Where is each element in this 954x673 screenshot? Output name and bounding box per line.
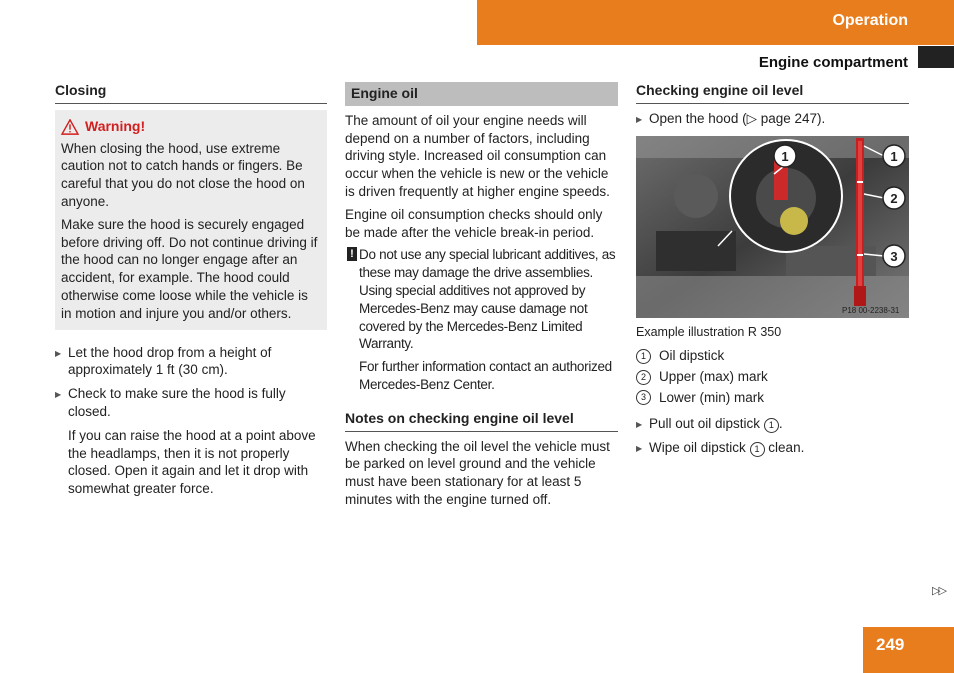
callout-1 <box>883 145 905 167</box>
legend-label: Upper (max) mark <box>659 369 768 385</box>
callout-2 <box>883 187 905 209</box>
page-number: 249 <box>876 635 905 654</box>
image-caption: Example illustration R 350 <box>636 324 782 339</box>
column-engine-oil <box>345 82 618 514</box>
subsection-title: Engine compartment <box>758 54 908 71</box>
warning-text-2: Make sure the hood is securely engaged before driving off. Do not continue driving if the hood can no longer engage after an accident, for example. The hood could otherwise come loose while the vehicle is in motion and injure you and/or others. <box>61 216 318 321</box>
legend-item <box>636 389 909 407</box>
step-check-closed: ▶ Check to make sure the hood is fully closed. <box>55 385 327 421</box>
step-wipe-dipstick <box>636 439 909 457</box>
image-code: P18 00-2238-31 <box>842 305 900 315</box>
column-closing <box>55 82 327 504</box>
warning-text-1: When closing the hood, use extreme caution not to catch hands or fingers. Be careful that you do not close the hood on anyone. <box>61 140 305 209</box>
thumb-tab <box>918 46 954 68</box>
step-pull-text: Pull out oil dipstick <box>649 415 761 431</box>
warning-box <box>55 110 327 330</box>
step-pull-dipstick <box>636 415 909 433</box>
callout-3 <box>883 245 905 267</box>
legend-number: 1 <box>636 349 651 364</box>
notice-block <box>345 246 618 393</box>
callout-1-magnified <box>774 145 796 167</box>
legend-label: Lower (min) mark <box>659 389 765 405</box>
step-wipe-end: clean. <box>764 439 805 455</box>
section-title: Operation <box>832 12 908 29</box>
step-pull-end: . <box>778 415 783 431</box>
step-drop-hood: ▶ Let the hood drop from a height of approximately 1 ft (30 cm). <box>55 344 327 380</box>
dipstick-ref-number: 1 <box>764 418 779 433</box>
engine-illustration <box>636 136 909 318</box>
step-open-hood: ▶ Open the hood (▷ page 247). <box>636 110 909 128</box>
legend-item <box>636 347 909 365</box>
closing-heading: Closing <box>55 82 327 104</box>
warning-title: Warning! <box>85 117 146 134</box>
legend-item <box>636 368 909 386</box>
engine-oil-text-2: Engine oil consumption checks should only be made after the vehicle break-in period. <box>345 206 603 240</box>
svg-text:1: 1 <box>781 148 789 164</box>
continue-marker-icon: ▷▷ <box>932 585 945 597</box>
warning-triangle-icon <box>61 119 79 135</box>
engine-photo <box>636 136 909 318</box>
exclamation-icon: ! <box>347 247 357 261</box>
notes-heading: Notes on checking engine oil level <box>345 410 618 432</box>
svg-text:1: 1 <box>890 148 898 164</box>
step-wipe-text: Wipe oil dipstick <box>649 439 746 455</box>
step-check-note: If you can raise the hood at a point above the headlamps, then it is not properly closed. Open it again and let it drop with somewhat greater force. <box>68 427 316 497</box>
engine-oil-heading: Engine oil <box>345 82 618 106</box>
legend-number: 2 <box>636 370 651 385</box>
notes-text: When checking the oil level the vehicle must be parked on level ground and the vehicle must have been stationary for at least 5 minutes with the engine turned off. <box>345 438 610 507</box>
engine-oil-text-1: The amount of oil your engine needs will depend on a number of factors, including driving style. Increased oil consumption can occur when the vehicle is new or the vehicle is driven frequently at higher engine speeds. <box>345 112 610 199</box>
column-checking-oil <box>636 82 909 463</box>
legend-number: 3 <box>636 390 651 405</box>
notice-text-2: For further information contact an authorized Mercedes-Benz Center. <box>359 359 612 392</box>
notice-text-1: Do not use any special lubricant additives, as these may damage the drive assemblies. Using special additives not approved by Mercedes-Benz may cause damage not covered by the Mercedes-Benz Limited Warranty. <box>359 247 616 352</box>
legend-label: Oil dipstick <box>659 348 725 364</box>
warning-header <box>61 118 321 136</box>
checking-heading: Checking engine oil level <box>636 82 909 104</box>
svg-text:2: 2 <box>890 190 898 206</box>
dipstick-ref-number: 1 <box>750 442 765 457</box>
svg-text:3: 3 <box>890 248 898 264</box>
